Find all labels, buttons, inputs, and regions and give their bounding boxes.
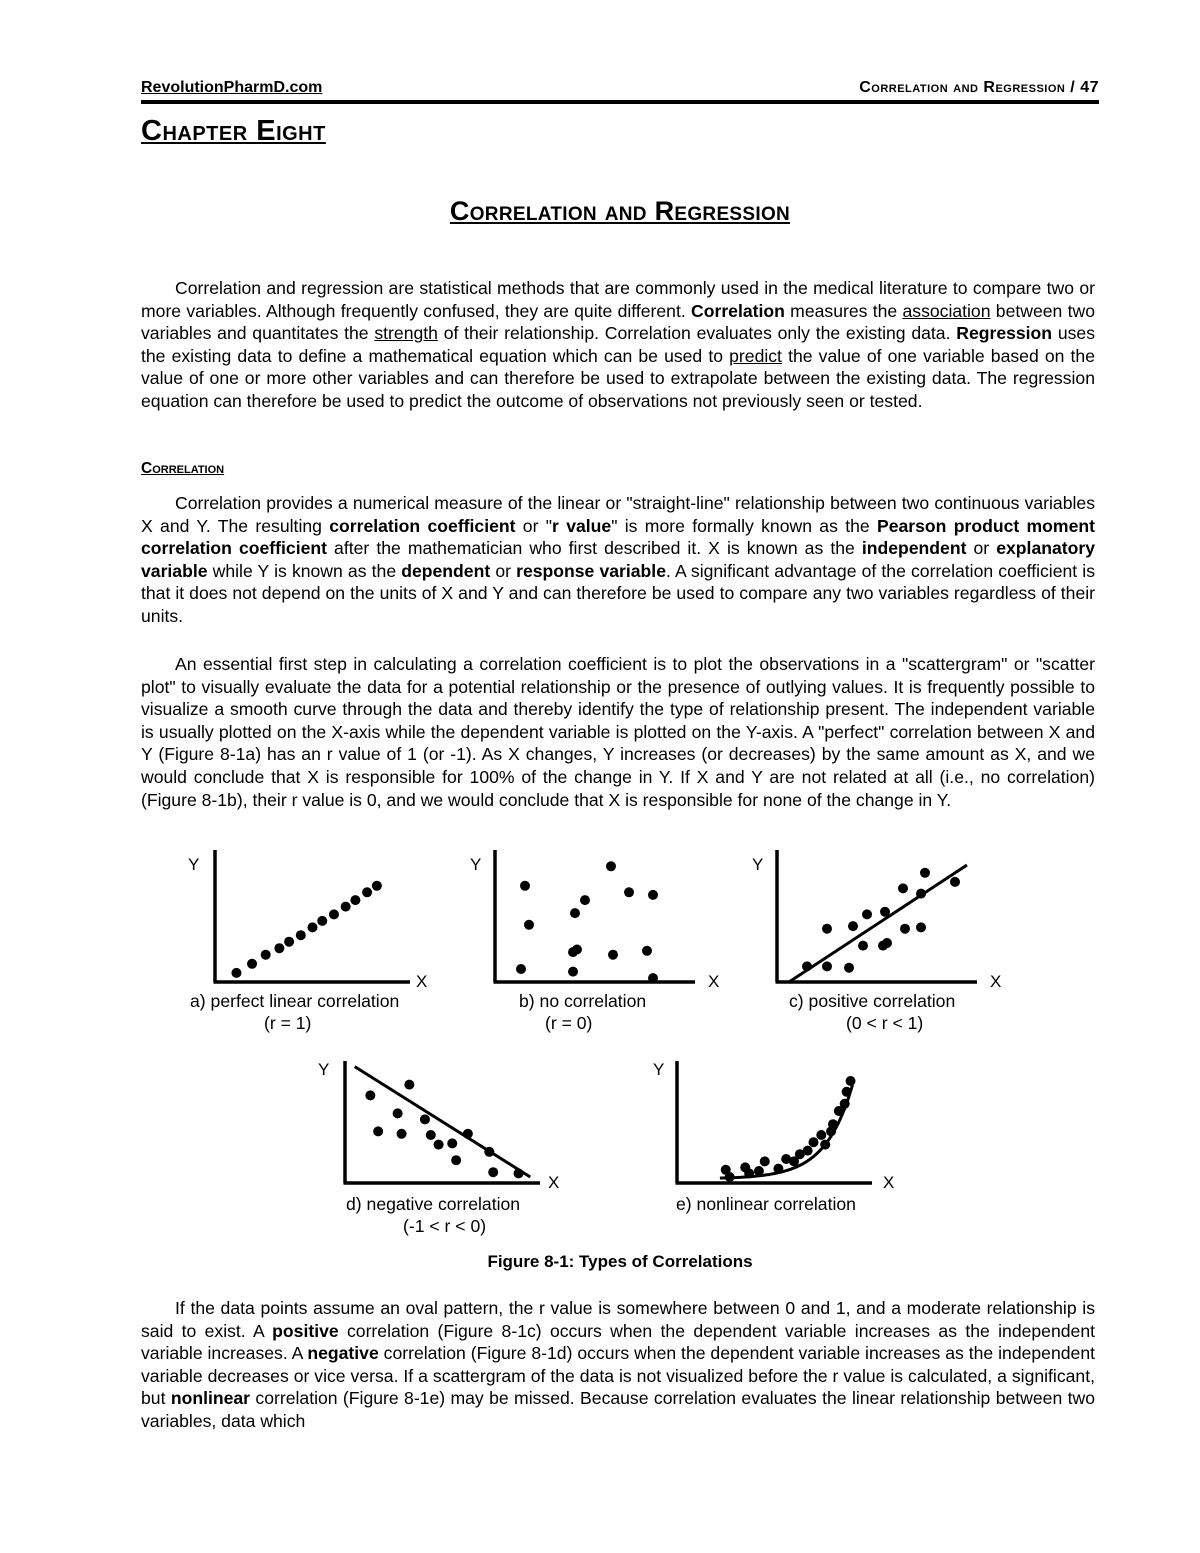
term-correlation: Correlation bbox=[691, 300, 785, 321]
y-axis-label: Y bbox=[470, 855, 482, 874]
caption-c-sub: (0 < r < 1) bbox=[846, 1013, 924, 1033]
data-point bbox=[484, 1147, 494, 1157]
data-point bbox=[858, 941, 868, 951]
x-axis-label: X bbox=[548, 1173, 560, 1192]
figure-e bbox=[645, 1055, 905, 1190]
term-positive: positive bbox=[272, 1320, 339, 1341]
term: independent bbox=[861, 538, 967, 559]
data-point bbox=[520, 881, 530, 891]
scattergram-paragraph: An essential first step in calculating a correlation coefficient is to plot the observations in a "scattergram" or "scatter plot" to visually evaluate the data for a potential relationship or the presence of outlying values. It is frequently possible to visualize a smooth curve through the data and thereby identify the type of relationship present. The independent variable is usually plotted on the X-axis while the dependent variable is plotted on the Y-axis. A "perfect" correlation between X and Y (Figure 8-1a) has an r value of 1 (or -1). As X changes, Y increases (or decreases) by the same amount as X, and we would conclude that X is responsible for 100% of the change in Y. If X and Y are not related at all (i.e., no correlation) (Figure 8-1b), their r value is 0, and we would conclude that X is responsible for none of the change in Y. bbox=[141, 654, 1095, 810]
term: correlation coefficient bbox=[329, 515, 516, 536]
text: or bbox=[966, 538, 997, 559]
data-point bbox=[744, 1168, 754, 1178]
data-point bbox=[447, 1138, 457, 1148]
term: explanatory variable bbox=[141, 538, 1095, 581]
text: of their relationship. Correlation evaluates only the existing data. bbox=[437, 323, 957, 344]
y-axis-label: Y bbox=[318, 1060, 330, 1079]
text: correlation (Figure 8-1d) occurs when the dependent variable increases as the independent variable decreases or vice versa. If a scattergram of the data is not visualized before the r value is calculated, a significant, but bbox=[141, 1343, 1095, 1409]
chapter-title: Correlation and Regression bbox=[449, 196, 791, 226]
data-point bbox=[840, 1099, 850, 1109]
data-point bbox=[426, 1130, 436, 1140]
x-axis-label: X bbox=[990, 972, 1002, 991]
data-point bbox=[916, 889, 926, 899]
x-axis-label: X bbox=[883, 1173, 895, 1192]
caption-c-label: c) positive correlation bbox=[789, 991, 956, 1011]
correlation-paragraph bbox=[141, 492, 1095, 628]
underlined-association: association bbox=[902, 300, 991, 321]
data-point bbox=[580, 895, 590, 905]
section-heading-correlation: Correlation bbox=[141, 460, 225, 477]
term-regression: Regression bbox=[956, 323, 1053, 344]
data-point bbox=[524, 920, 534, 930]
text: measures the bbox=[784, 300, 903, 321]
data-point bbox=[624, 887, 634, 897]
data-point bbox=[802, 961, 812, 971]
text: correlation (Figure 8-1e) may be missed. Because correlation evaluates the linear relationship between two variables, data which bbox=[141, 1388, 1095, 1431]
text: Correlation provides a numerical measure of the linear or "straight-line" relationship between two continuous variables X and Y. The resulting bbox=[141, 493, 1095, 536]
data-point bbox=[773, 1164, 783, 1174]
text: the value of one variable based on the value of one or more other variables and can therefore be used to extrapolate between the existing data. The regression equation can therefore be used to predict the outcome of observations not previously seen or tested. bbox=[141, 345, 1096, 411]
caption-e bbox=[676, 1193, 856, 1215]
data-point bbox=[606, 861, 616, 871]
data-point bbox=[420, 1114, 430, 1124]
running-head bbox=[859, 79, 1099, 97]
data-point bbox=[434, 1140, 444, 1150]
underlined-strength: strength bbox=[374, 323, 438, 344]
data-point bbox=[648, 973, 658, 983]
data-point bbox=[284, 937, 294, 947]
data-point bbox=[816, 1130, 826, 1140]
data-point bbox=[642, 946, 652, 956]
figure-c bbox=[742, 850, 1012, 990]
regression-line bbox=[355, 1067, 531, 1177]
data-point bbox=[754, 1166, 764, 1176]
data-point bbox=[822, 924, 832, 934]
y-axis-label: Y bbox=[653, 1060, 665, 1079]
data-point bbox=[514, 1168, 524, 1178]
data-point bbox=[372, 881, 382, 891]
term: dependent bbox=[401, 560, 491, 581]
text: . A significant advantage of the correlation coefficient is that it does not depend on the units of X and Y and can therefore be used to compare any two variables regardless of their units. bbox=[141, 560, 1096, 626]
data-point bbox=[247, 959, 257, 969]
text: correlation (Figure 8-1c) occurs when the dependent variable increases as the independent variable increases. A bbox=[141, 1320, 1095, 1364]
text: after the mathematician who first described it. X is known as the bbox=[326, 538, 862, 559]
page-header bbox=[141, 70, 1099, 104]
scatter-plot-a bbox=[180, 850, 440, 990]
data-point bbox=[842, 1087, 852, 1097]
page-number: 47 bbox=[1080, 79, 1099, 96]
data-point bbox=[317, 916, 327, 926]
term-negative: negative bbox=[307, 1343, 379, 1364]
data-point bbox=[760, 1156, 770, 1166]
figure-a bbox=[180, 850, 440, 990]
data-point bbox=[570, 908, 580, 918]
data-point bbox=[341, 902, 351, 912]
text: while Y is known as the bbox=[207, 560, 402, 581]
data-point bbox=[261, 950, 271, 960]
data-point bbox=[296, 930, 306, 940]
caption-e-label: e) nonlinear correlation bbox=[676, 1194, 856, 1214]
figure-d bbox=[310, 1055, 570, 1190]
data-point bbox=[822, 961, 832, 971]
data-point bbox=[463, 1129, 473, 1139]
data-point bbox=[231, 968, 241, 978]
data-point bbox=[846, 1076, 856, 1086]
text: or " bbox=[515, 515, 553, 536]
x-axis-label: X bbox=[416, 972, 428, 991]
data-point bbox=[848, 921, 858, 931]
data-point bbox=[516, 964, 526, 974]
figure-title: Figure 8-1: Types of Correlations bbox=[487, 1252, 753, 1271]
caption-a-sub: (r = 1) bbox=[264, 1013, 312, 1033]
data-point bbox=[488, 1167, 498, 1177]
regression-line bbox=[789, 865, 967, 982]
caption-d bbox=[346, 1193, 520, 1237]
data-point bbox=[568, 967, 578, 977]
figure-b bbox=[460, 850, 730, 990]
data-point bbox=[451, 1155, 461, 1165]
data-point bbox=[404, 1080, 414, 1090]
term: r value bbox=[552, 515, 612, 536]
caption-a bbox=[190, 990, 399, 1034]
caption-d-label: d) negative correlation bbox=[346, 1194, 521, 1214]
text: " is more formally known as the bbox=[611, 515, 877, 536]
running-separator: / bbox=[1065, 79, 1081, 96]
data-point bbox=[308, 922, 318, 932]
x-axis-label: X bbox=[708, 972, 720, 991]
data-point bbox=[900, 924, 910, 934]
data-point bbox=[329, 909, 339, 919]
positive-negative-paragraph bbox=[141, 1297, 1095, 1433]
data-point bbox=[920, 868, 930, 878]
caption-b bbox=[519, 990, 646, 1034]
caption-c bbox=[789, 990, 955, 1034]
term: Pearson product moment correlation coefficient bbox=[141, 515, 1095, 559]
data-point bbox=[880, 907, 890, 917]
chapter-heading: Chapter Eight bbox=[141, 115, 326, 147]
site-name: RevolutionPharmD.com bbox=[141, 79, 323, 96]
term: response variable bbox=[516, 560, 666, 581]
data-point bbox=[362, 887, 372, 897]
data-point bbox=[882, 938, 892, 948]
data-point bbox=[916, 922, 926, 932]
text: Correlation and regression are statistical methods that are commonly used in the medical literature to compare two or more variables. Although frequently confused, they are quite different. bbox=[141, 278, 1095, 321]
scatter-plot-d bbox=[310, 1055, 570, 1190]
data-point bbox=[820, 1140, 830, 1150]
y-axis-label: Y bbox=[188, 855, 200, 874]
term-nonlinear: nonlinear bbox=[170, 1388, 251, 1409]
text: between two variables and quantitates the bbox=[141, 300, 1095, 344]
scatter-plot-e bbox=[645, 1055, 905, 1190]
data-point bbox=[608, 950, 618, 960]
caption-b-sub: (r = 0) bbox=[545, 1013, 593, 1033]
data-point bbox=[809, 1137, 819, 1147]
y-axis-label: Y bbox=[752, 855, 764, 874]
text: If the data points assume an oval pattern, the r value is somewhere between 0 and 1, and a moderate relationship is said to exist. A bbox=[141, 1298, 1095, 1341]
data-point bbox=[828, 1119, 838, 1129]
caption-a-label: a) perfect linear correlation bbox=[190, 991, 400, 1011]
data-point bbox=[898, 883, 908, 893]
data-point bbox=[365, 1090, 375, 1100]
caption-d-sub: (-1 < r < 0) bbox=[403, 1216, 487, 1236]
data-point bbox=[572, 945, 582, 955]
data-point bbox=[393, 1108, 403, 1118]
data-point bbox=[397, 1129, 407, 1139]
data-point bbox=[862, 909, 872, 919]
scatter-plot-c bbox=[742, 850, 1012, 990]
data-point bbox=[803, 1146, 813, 1156]
scatter-plot-b bbox=[460, 850, 730, 990]
data-point bbox=[725, 1172, 735, 1182]
data-point bbox=[950, 877, 960, 887]
caption-b-label: b) no correlation bbox=[519, 991, 647, 1011]
data-point bbox=[350, 895, 360, 905]
data-point bbox=[274, 943, 284, 953]
data-point bbox=[648, 890, 658, 900]
text: or bbox=[490, 560, 517, 581]
data-point bbox=[844, 963, 854, 973]
underlined-predict: predict bbox=[729, 345, 782, 366]
intro-paragraph bbox=[141, 277, 1095, 413]
text: uses the existing data to define a mathematical equation which can be used to bbox=[141, 323, 1095, 366]
running-title: Correlation and Regression bbox=[859, 79, 1066, 96]
data-point bbox=[373, 1126, 383, 1136]
